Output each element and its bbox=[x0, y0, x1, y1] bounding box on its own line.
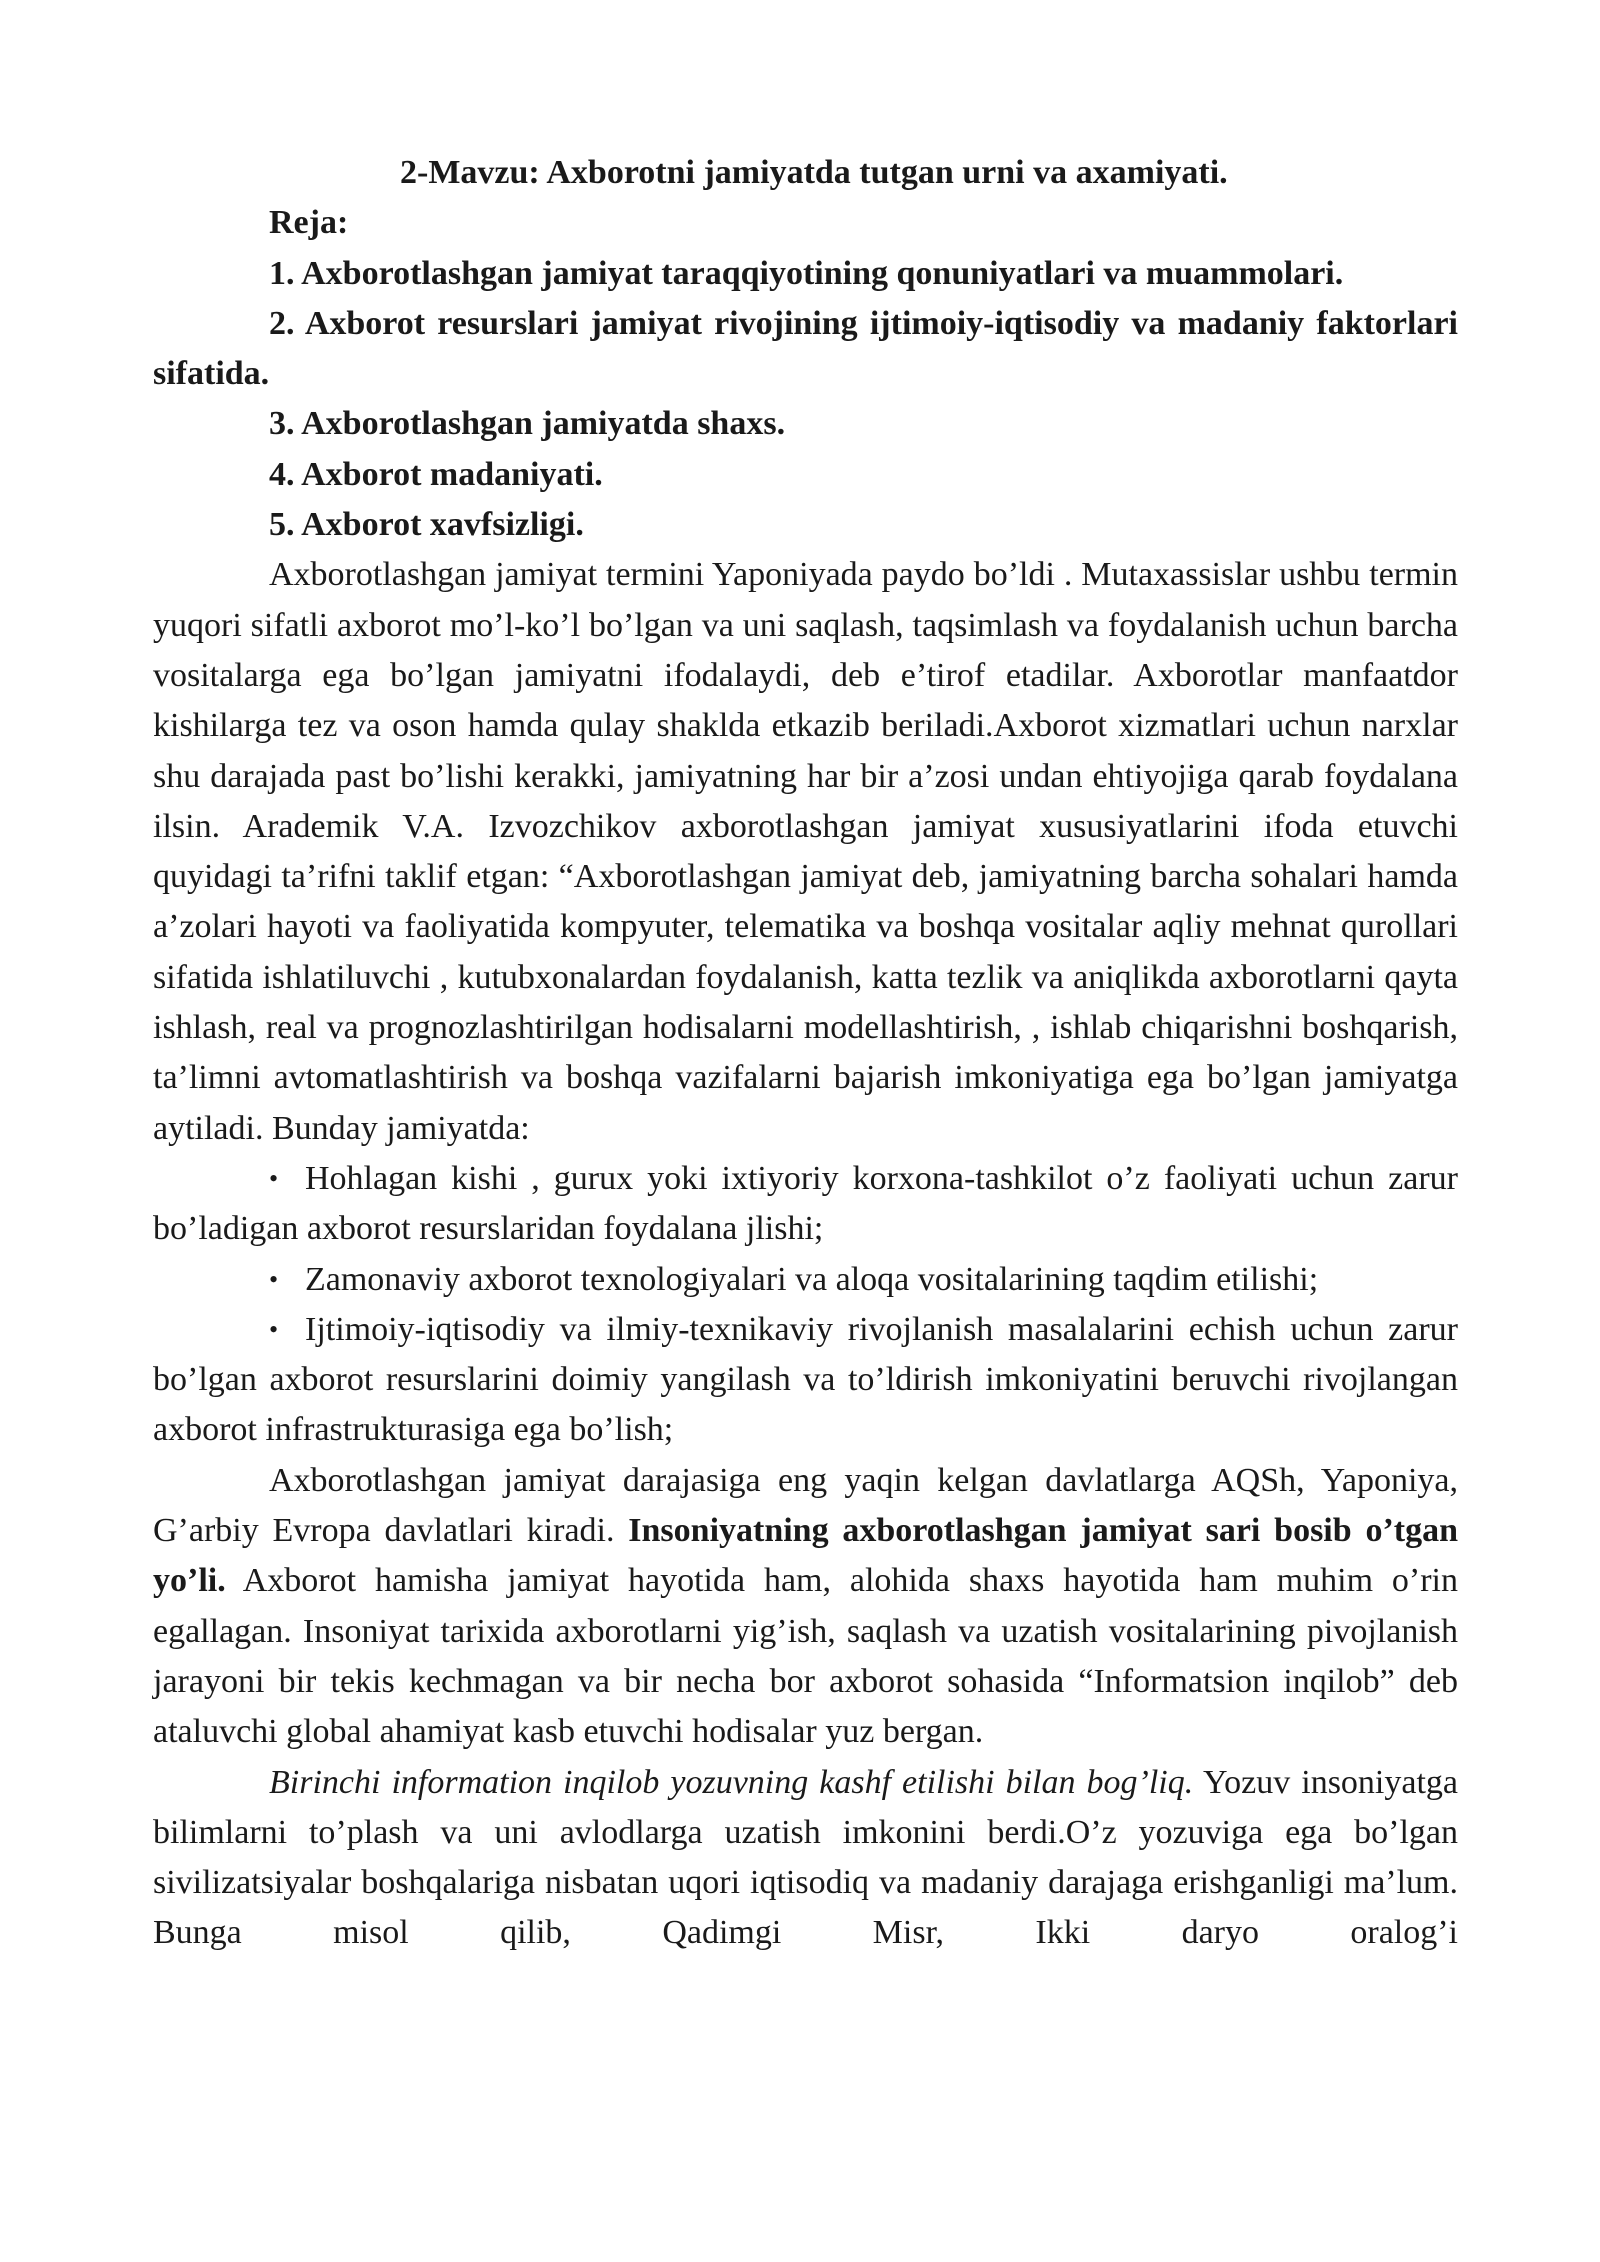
plan-item-3: 3. Axborotlashgan jamiyatda shaxs. bbox=[269, 405, 786, 443]
bullet-item bbox=[153, 1305, 1458, 1456]
paragraph-countries-lead: Axborotlashgan jamiyat darajasiga eng yaqin kelgan davlatlarga AQSh, Yaponiya, G’arbiy Evropa davlatlari kiradi. bbox=[153, 1461, 1458, 1550]
bullet-icon: • bbox=[269, 1264, 279, 1294]
plan-heading: Reja: bbox=[269, 204, 349, 242]
bullet-item bbox=[153, 1154, 1458, 1255]
plan-item-5: 5. Axborot xavfsizligi. bbox=[269, 506, 584, 544]
paragraph-countries-body: Axborot hamisha jamiyat hayotida ham, alohida shaxs hayotida ham muhim o’rin egallagan. Insoniyat tarixida axborotlarni yig’ish, saqlash va uzatish vositalarining pivojlanish jarayoni bir tekis kechmagan va bir necha bor axborot sohasida “Informatsion inqilob” deb ataluvchi global ahamiyat kasb etuvchi hodisalar yuz bergan. bbox=[153, 1562, 1458, 1751]
document-title: 2-Mavzu: Axborotni jamiyatda tutgan urni va axamiyati. bbox=[400, 154, 1228, 191]
bullet-icon: • bbox=[269, 1163, 279, 1193]
intro-paragraph: Axborotlashgan jamiyat termini Yaponiyada paydo bo’ldi . Mutaxassislar ushbu termin yuqori sifatli axborot mo’l-ko’l bo’lgan va uni saqlash, taqsimlash va foydalanish uchun barcha vositalarga ega bo’lgan jamiyatni ifodalaydi, deb e’tirof etadilar. Axborotlar manfaatdor kishilarga tez va oson hamda qulay shaklda etkazib beriladi.Axborot xizmatlari uchun narxlar shu darajada past bo’lishi kerakki, jamiyatning har bir a’zosi undan ehtiyojiga qarab foydalana ilsin. Arademik V.A. Izvozchikov axborotlashgan jamiyat xususiyatlarini ifoda etuvchi quyidagi ta’rifni taklif etgan: “Axborotlashgan jamiyat deb, jamiyatning barcha sohalari hamda a’zolari hayoti va faoliyatida kompyuter, telematika va boshqa vositalar aqliy mehnat qurollari sifatida ishlatiluvchi , kutubxonalardan foydalanish, katta tezlik va aniqlikda axborotlarni qayta ishlash, real va prognozlashtirilgan hodisalarni modellashtirish, , ishlab chiqarishni boshqarish, ta’limni avtomatlashtirish va boshqa vazifalarni bajarish imkoniyatiga ega bo’lgan jamiyatga aytiladi. Bunday jamiyatda: bbox=[153, 556, 1458, 1147]
bullet-text: Ijtimoiy-iqtisodiy va ilmiy-texnikaviy rivojlanish masalalarini echish uchun zarur bo’lgan axborot resurslarini doimiy yangilash va to’ldirish imkoniyatini beruvchi rivojlangan axborot infrastrukturasiga ega bo’lish; bbox=[153, 1310, 1458, 1449]
paragraph-first-revolution bbox=[153, 1758, 1458, 1959]
bullet-item bbox=[153, 1255, 1458, 1305]
document-page bbox=[153, 148, 1458, 1959]
first-revolution-italic: Birinchi information inqilob yozuvning kashf etilishi bilan bog’liq. bbox=[269, 1763, 1194, 1801]
section-heading-path: Insoniyatning axborotlashgan jamiyat sari bosib o’tgan yo’li. bbox=[153, 1512, 1458, 1600]
plan-item-2: 2. Axborot resurslari jamiyat rivojining ijtimoiy-iqtisodiy va madaniy faktorlari sifatida. bbox=[153, 304, 1458, 393]
first-revolution-body: Yozuv insoniyatga bilimlarni to’plash va uni avlodlarga uzatish imkonini berdi.O’z yozuviga ega bo’lgan sivilizatsiyalar boshqalariga nisbatan uqori iqtisodiq va madaniy darajaga erishganligi ma’lum. Bunga misol qilib, Qadimgi Misr, Ikki daryo oralog’i bbox=[153, 1763, 1458, 1952]
paragraph-countries bbox=[153, 1456, 1458, 1758]
plan-item-1: 1. Axborotlashgan jamiyat taraqqiyotining qonuniyatlari va muammolari. bbox=[269, 254, 1344, 292]
bullet-text: Zamonaviy axborot texnologiyalari va aloqa vositalarining taqdim etilishi; bbox=[305, 1260, 1319, 1298]
plan-item-4: 4. Axborot madaniyati. bbox=[269, 455, 603, 493]
bullet-text: Hohlagan kishi , gurux yoki ixtiyoriy korxona-tashkilot o’z faoliyati uchun zarur bo’ladigan axborot resurslaridan foydalana jlishi; bbox=[153, 1159, 1458, 1248]
bullet-icon: • bbox=[269, 1314, 279, 1344]
